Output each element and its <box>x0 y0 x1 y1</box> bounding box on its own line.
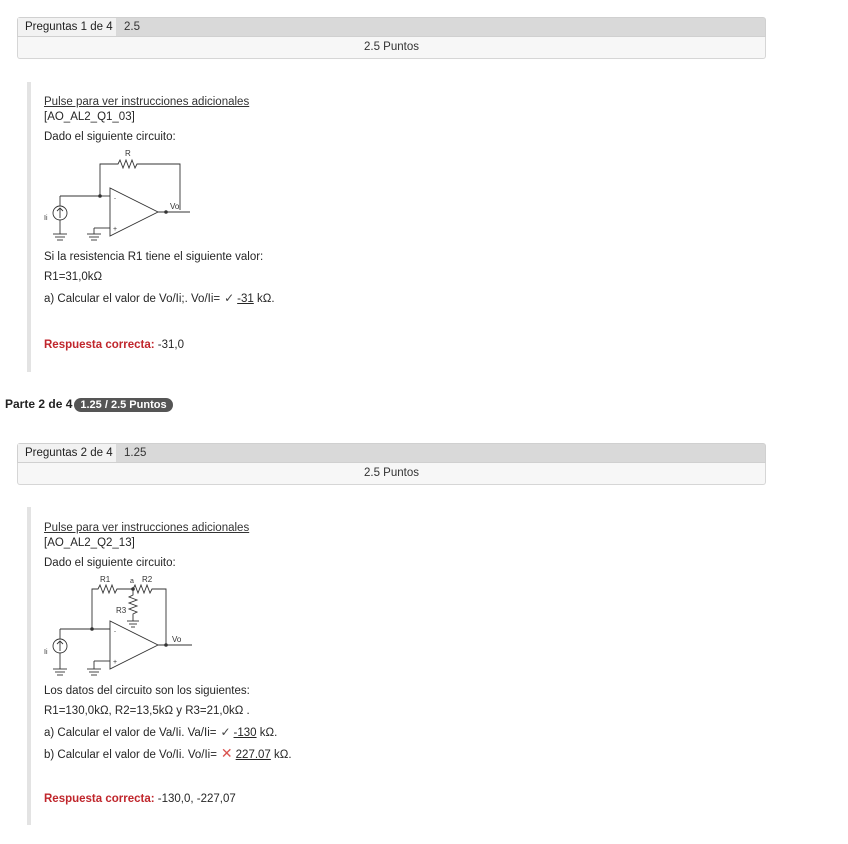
question-1-correct-label: Respuesta correcta: <box>44 339 155 351</box>
question-1-instructions-link[interactable]: Pulse para ver instrucciones adicionales <box>44 96 250 108</box>
question-2-header <box>17 443 766 463</box>
question-1-values: R1=31,0kΩ <box>44 271 103 283</box>
circuit-2-label-r3: R3 <box>116 606 127 615</box>
question-2-code: [AO_AL2_Q2_13] <box>44 537 135 549</box>
part-2-title: Parte 2 de 4 <box>5 397 73 411</box>
question-2-values: R1=130,0kΩ, R2=13,5kΩ y R3=21,0kΩ . <box>44 705 250 717</box>
svg-text:+: + <box>113 659 118 666</box>
question-2-correct-value: -130,0, -227,07 <box>157 793 236 805</box>
svg-text:-: - <box>114 629 116 635</box>
question-1-intro: Dado el siguiente circuito: <box>44 131 176 143</box>
svg-text:+: + <box>113 226 118 233</box>
question-2-correct-label: Respuesta correcta: <box>44 793 155 805</box>
circuit-2-label-r2: R2 <box>142 575 153 584</box>
question-2-part-a <box>44 725 277 739</box>
cross-icon: ✕ <box>220 745 233 761</box>
circuit-2-label-r1: R1 <box>100 575 111 584</box>
question-1-statement: Si la resistencia R1 tiene el siguiente valor: <box>44 251 264 263</box>
question-1-part-a <box>44 291 275 305</box>
question-2-part-a-answer: -130 <box>233 727 257 739</box>
question-2-circuit-diagram <box>40 573 195 681</box>
question-2-part-b-unit: kΩ. <box>274 749 292 761</box>
check-icon: ✓ <box>220 725 231 739</box>
question-2-correct-answer <box>44 793 236 805</box>
question-2-intro: Dado el siguiente circuito: <box>44 557 176 569</box>
question-1-correct-answer <box>44 339 184 351</box>
circuit-1-label-vo: Vo <box>170 202 180 211</box>
question-2-points: 2.5 Puntos <box>17 463 766 485</box>
question-2-part-a-prefix: a) Calcular el valor de Va/Ii. Va/Ii= <box>44 727 217 739</box>
question-2-part-b <box>44 745 292 762</box>
question-2-statement: Los datos del circuito son los siguientes: <box>44 685 250 697</box>
question-1-score: 2.5 <box>124 21 140 33</box>
check-icon: ✓ <box>224 291 235 305</box>
part-2-heading <box>5 397 173 412</box>
circuit-1-label-r: R <box>125 149 131 158</box>
question-1-part-a-unit: kΩ. <box>257 293 275 305</box>
question-1-part-a-answer: -31 <box>237 293 254 305</box>
question-1-code: [AO_AL2_Q1_03] <box>44 111 135 123</box>
question-1-part-a-prefix: a) Calcular el valor de Vo/Ii;. Vo/Ii= <box>44 293 221 305</box>
question-2-part-b-answer: 227.07 <box>235 749 271 761</box>
question-2-label: Preguntas 2 de 4 <box>18 444 116 462</box>
question-1-circuit-diagram <box>40 148 190 246</box>
question-1-points: 2.5 Puntos <box>17 37 766 59</box>
circuit-1-label-ii: Ii <box>44 215 48 222</box>
circuit-2-label-a: a <box>130 578 134 585</box>
question-1-label: Preguntas 1 de 4 <box>18 18 116 36</box>
question-2-part-a-unit: kΩ. <box>259 727 278 739</box>
part-2-score-badge: 1.25 / 2.5 Puntos <box>74 398 172 412</box>
circuit-2-label-ii: Ii <box>44 649 48 656</box>
svg-text:-: - <box>114 196 116 202</box>
question-2-part-b-prefix: b) Calcular el valor de Vo/Ii. Vo/Ii= <box>44 749 217 761</box>
question-2-score: 1.25 <box>124 447 147 459</box>
circuit-2-label-vo: Vo <box>172 635 182 644</box>
question-1-header <box>17 17 766 37</box>
question-2-instructions-link[interactable]: Pulse para ver instrucciones adicionales <box>44 522 250 534</box>
question-1-correct-value: -31,0 <box>157 339 184 351</box>
